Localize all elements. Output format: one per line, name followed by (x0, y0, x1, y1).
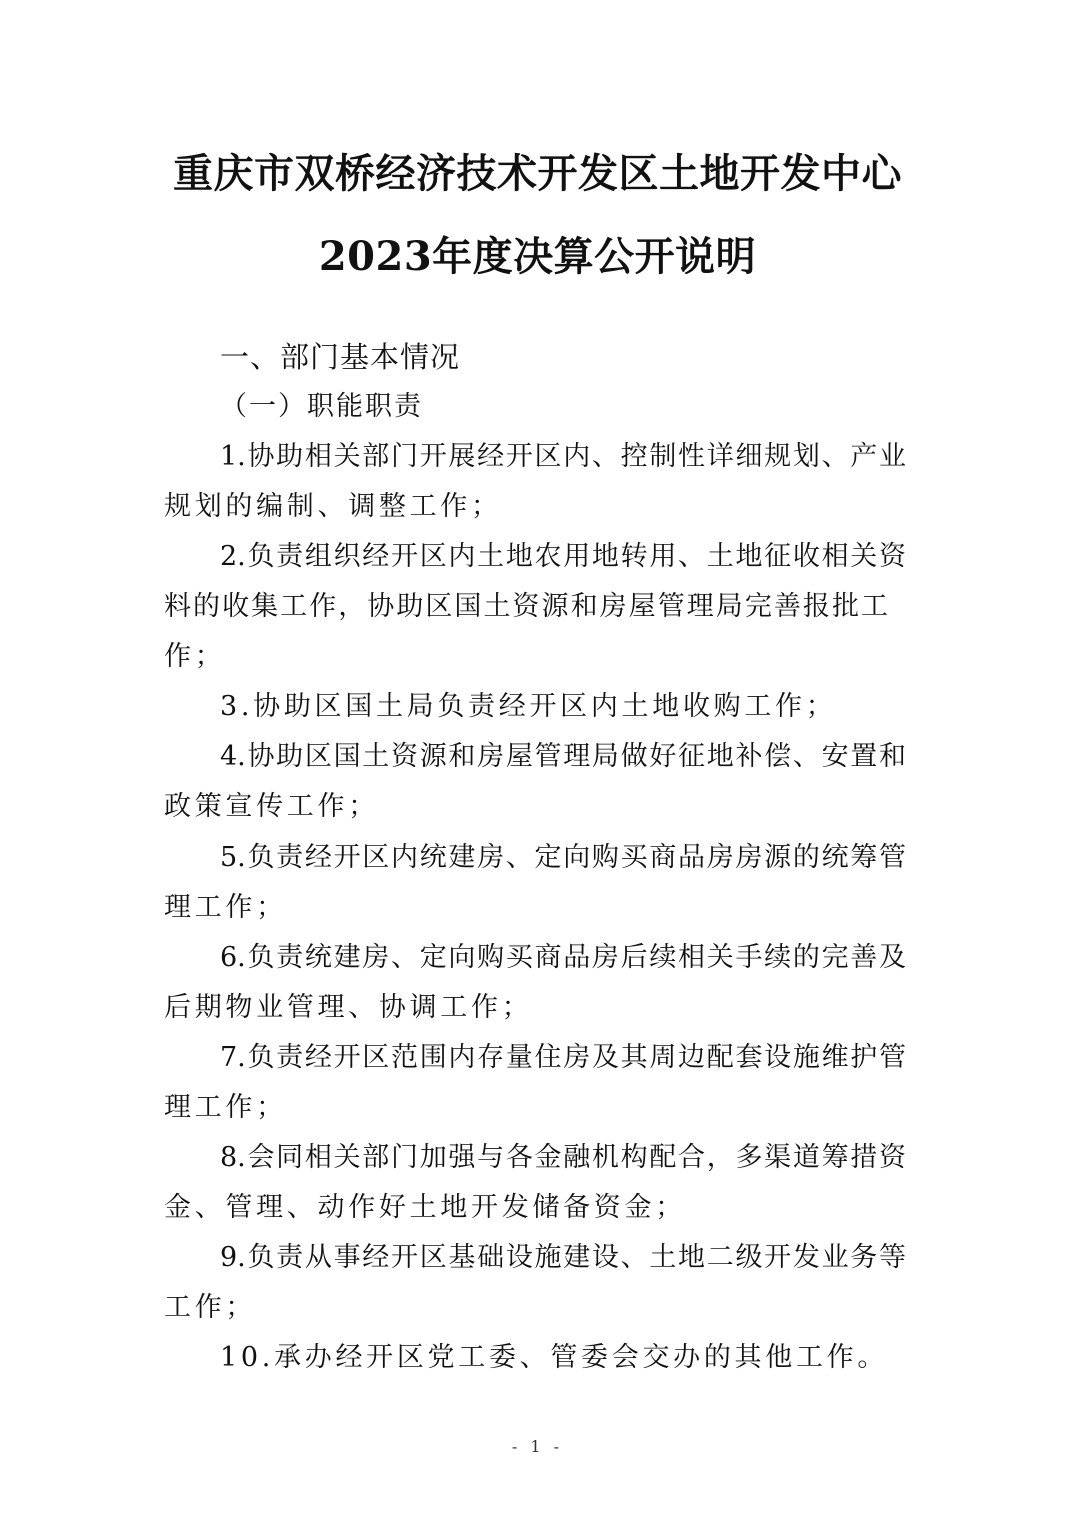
duty-item-7-continued: 理工作； (164, 1092, 287, 1123)
page-number: - 1 - (511, 1437, 564, 1456)
section-heading: 一、部门基本情况 (220, 340, 461, 374)
duty-item-2: 2.负责组织经开区内土地农用地转用、土地征收相关资 (220, 541, 906, 572)
duty-item-1-continued: 规划的编制、调整工作； (164, 491, 502, 522)
duty-item-6-continued: 后期物业管理、协调工作； (164, 992, 533, 1023)
subsection-heading: （一）职能职责 (220, 391, 423, 422)
duty-item-4: 4.协助区国土资源和房屋管理局做好征地补偿、安置和 (220, 741, 906, 772)
duty-item-3: 3.协助区国土局负责经开区内土地收购工作； (220, 691, 837, 722)
duty-item-2-continued-2: 作； (164, 641, 226, 672)
duty-item-9-continued: 工作； (164, 1292, 257, 1323)
duty-item-5: 5.负责经开区内统建房、定向购买商品房房源的统筹管 (220, 842, 906, 873)
duty-item-1: 1.协助相关部门开展经开区内、控制性详细规划、产业 (220, 441, 906, 472)
duty-item-9: 9.负责从事经开区基础设施建设、土地二级开发业务等 (220, 1242, 906, 1273)
document-title-line-2: 2023年度决算公开说明 (318, 233, 757, 280)
duty-item-6: 6.负责统建房、定向购买商品房后续相关手续的完善及 (220, 942, 906, 973)
duty-item-7: 7.负责经开区范围内存量住房及其周边配套设施维护管 (220, 1042, 906, 1073)
document-title-line-1: 重庆市双桥经济技术开发区土地开发中心 (173, 150, 902, 197)
duty-item-5-continued: 理工作； (164, 892, 287, 923)
duty-item-10: 10.承办经开区党工委、管委会交办的其他工作。 (220, 1342, 889, 1373)
duty-item-8-continued: 金、管理、动作好土地开发储备资金； (164, 1192, 686, 1223)
duty-item-4-continued: 政策宣传工作； (164, 791, 379, 822)
duty-item-2-continued: 料的收集工作，协助区国土资源和房屋管理局完善报批工 (164, 591, 888, 622)
duty-item-8: 8.会同相关部门加强与各金融机构配合，多渠道筹措资 (220, 1142, 906, 1173)
